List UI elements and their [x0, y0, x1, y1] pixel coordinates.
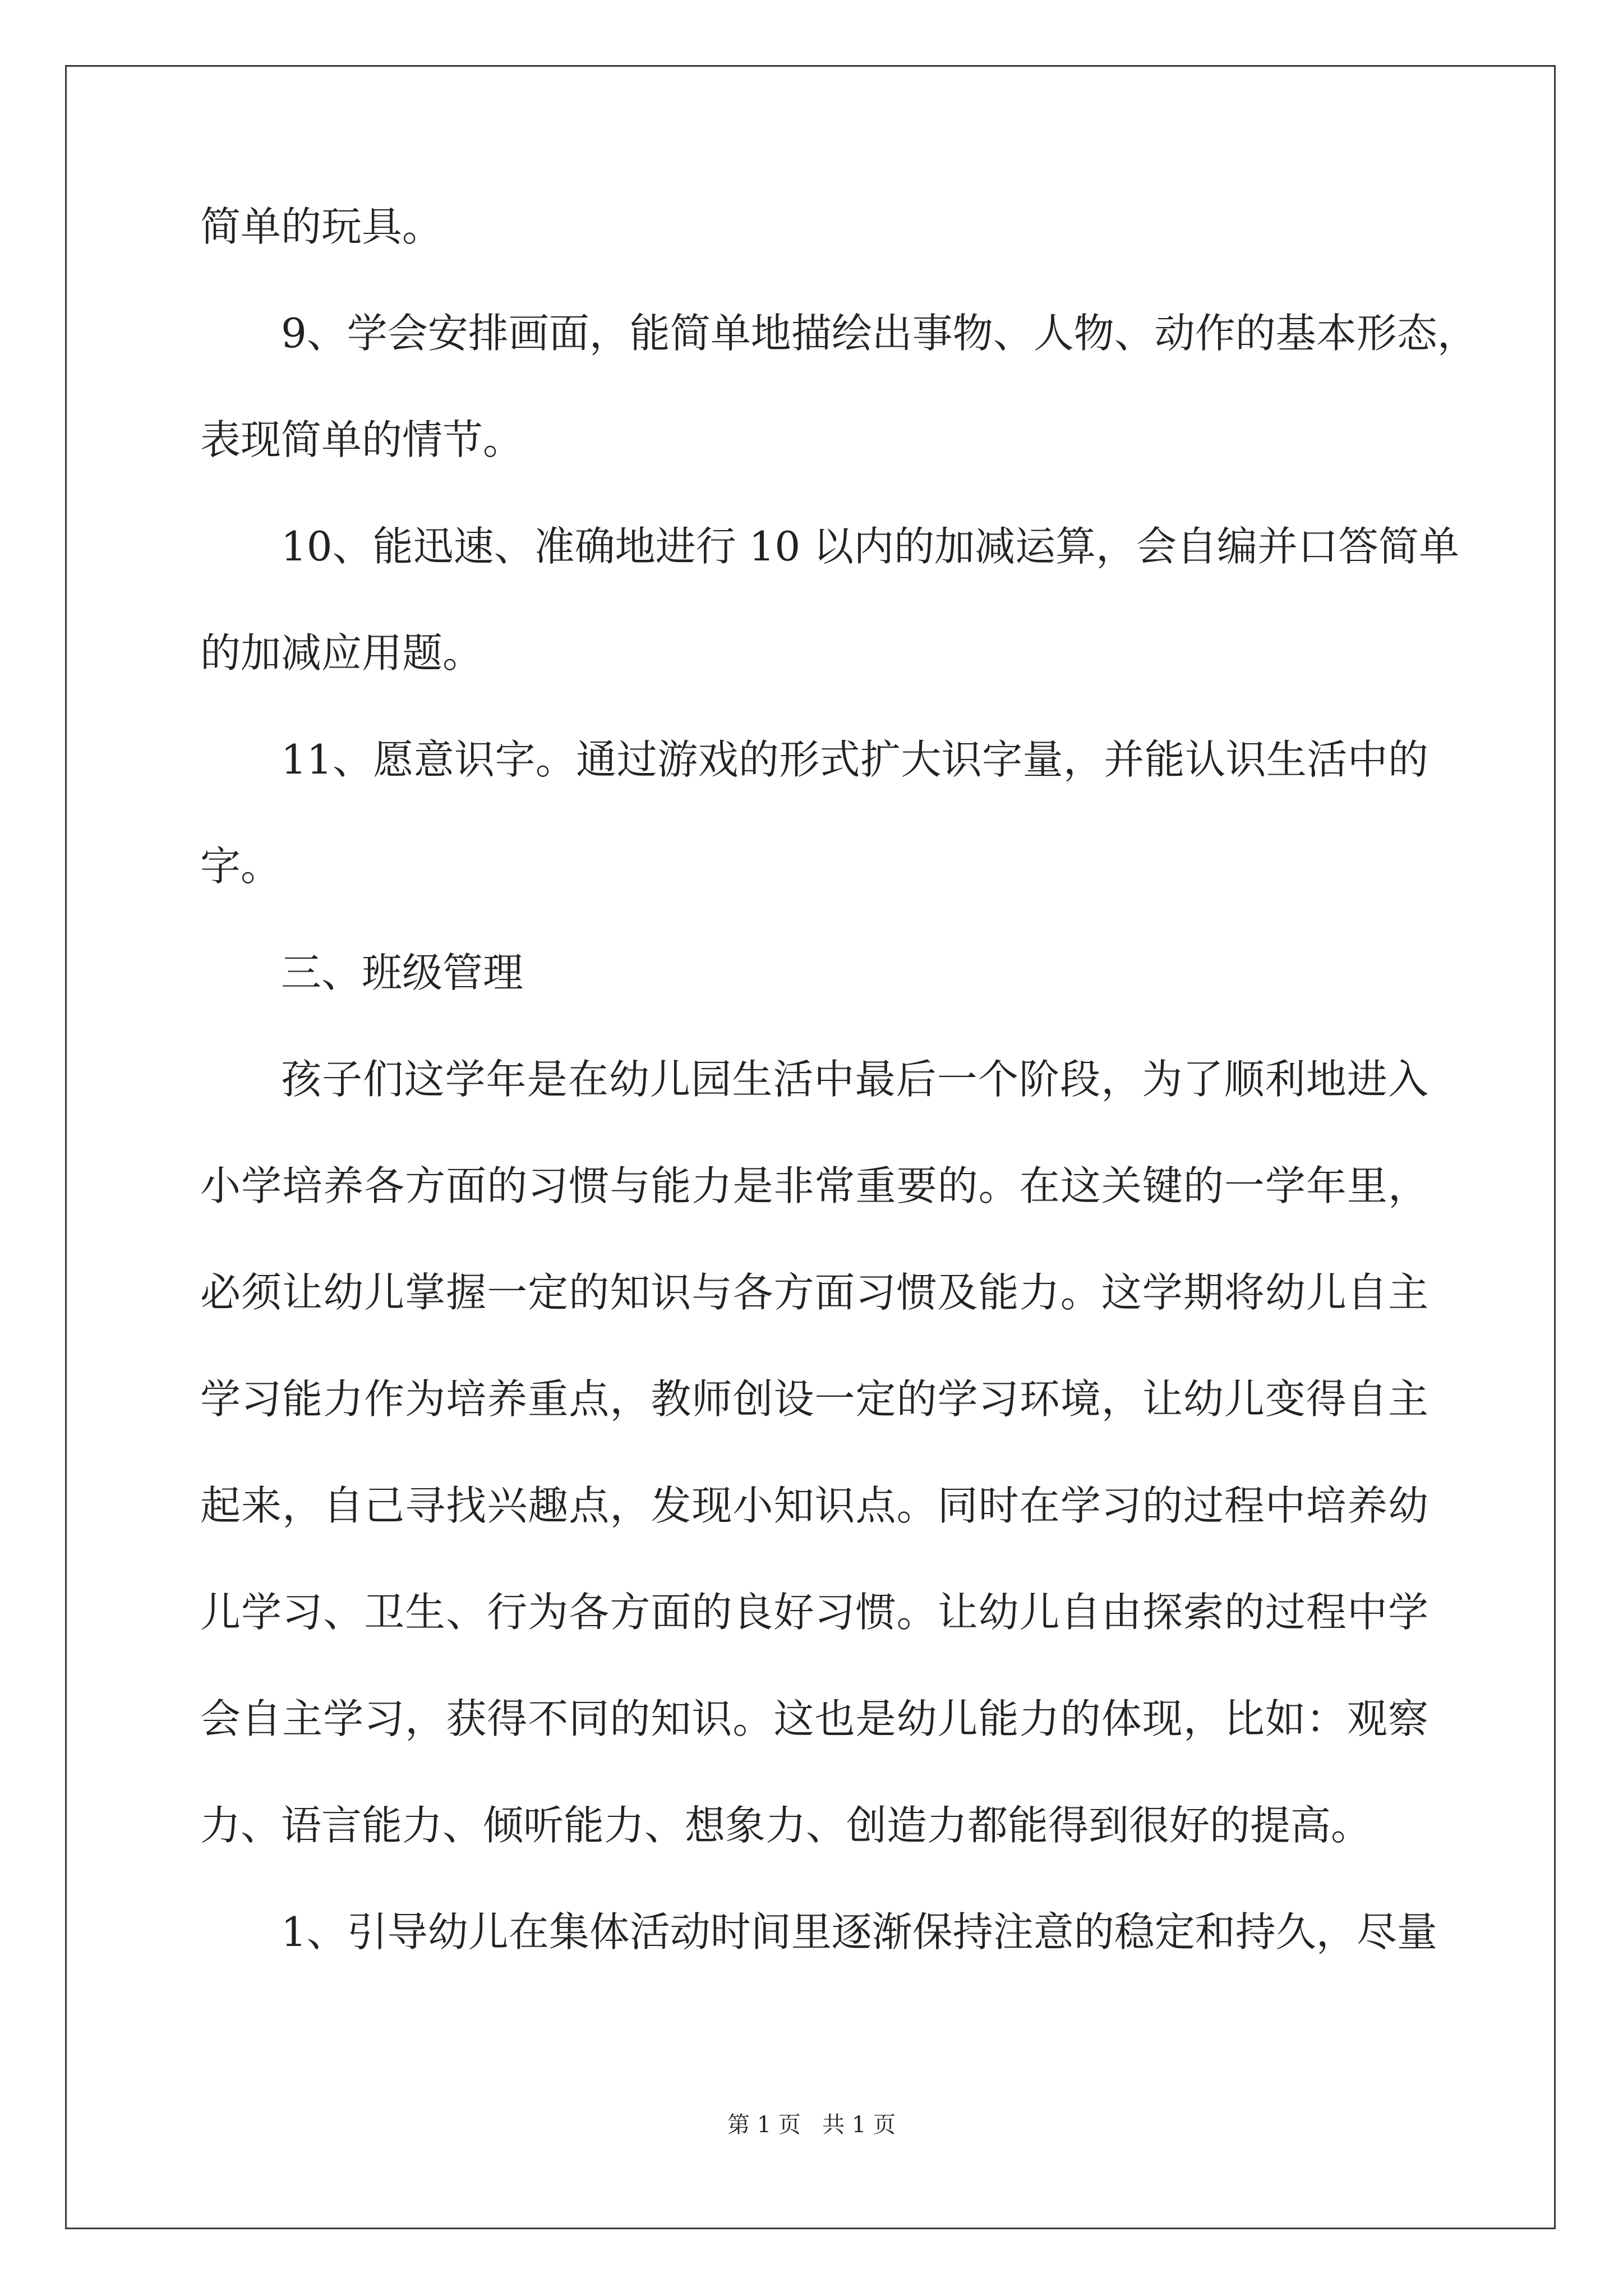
text-line: 学习能力作为培养重点，教师创设一定的学习环境，让幼儿变得自主 — [200, 1375, 1428, 1423]
text-line: 力、语言能力、倾听能力、想象力、创造力都能得到很好的提高。 — [200, 1802, 1372, 1849]
text-line: 孩子们这学年是在幼儿园生活中最后一个阶段，为了顺利地进入 — [281, 1056, 1428, 1103]
text-line: 表现简单的情节。 — [200, 416, 524, 463]
text-line: 的加减应用题。 — [200, 629, 483, 677]
text-line: 会自主学习，获得不同的知识。这也是幼儿能力的体现，比如：观察 — [200, 1695, 1428, 1742]
section-heading: 三、班级管理 — [281, 949, 524, 996]
text-line: 小学培养各方面的习惯与能力是非常重要的。在这关键的一学年里， — [200, 1162, 1428, 1209]
text-line: 字。 — [200, 843, 282, 890]
text-line: 儿学习、卫生、行为各方面的良好习惯。让幼儿自由探索的过程中学 — [200, 1589, 1428, 1636]
text-line: 起来，自己寻找兴趣点，发现小知识点。同时在学习的过程中培养幼 — [200, 1482, 1428, 1529]
page-footer: 第 1 页 共 1 页 — [727, 2112, 896, 2138]
text-line: 必须让幼儿掌握一定的知识与各方面习惯及能力。这学期将幼儿自主 — [200, 1269, 1428, 1316]
text-line: 11、愿意识字。通过游戏的形式扩大识字量，并能认识生活中的 — [281, 736, 1428, 783]
text-line: 9、学会安排画面，能简单地描绘出事物、人物、动作的基本形态， — [281, 310, 1478, 357]
text-line: 10、能迅速、准确地进行 10 以内的加减运算，会自编并口答简单 — [281, 523, 1460, 570]
text-line: 1、引导幼儿在集体活动时间里逐渐保持注意的稳定和持久，尽量 — [281, 1908, 1437, 1955]
text-line: 简单的玩具。 — [200, 203, 443, 250]
page-border — [65, 65, 1556, 2229]
